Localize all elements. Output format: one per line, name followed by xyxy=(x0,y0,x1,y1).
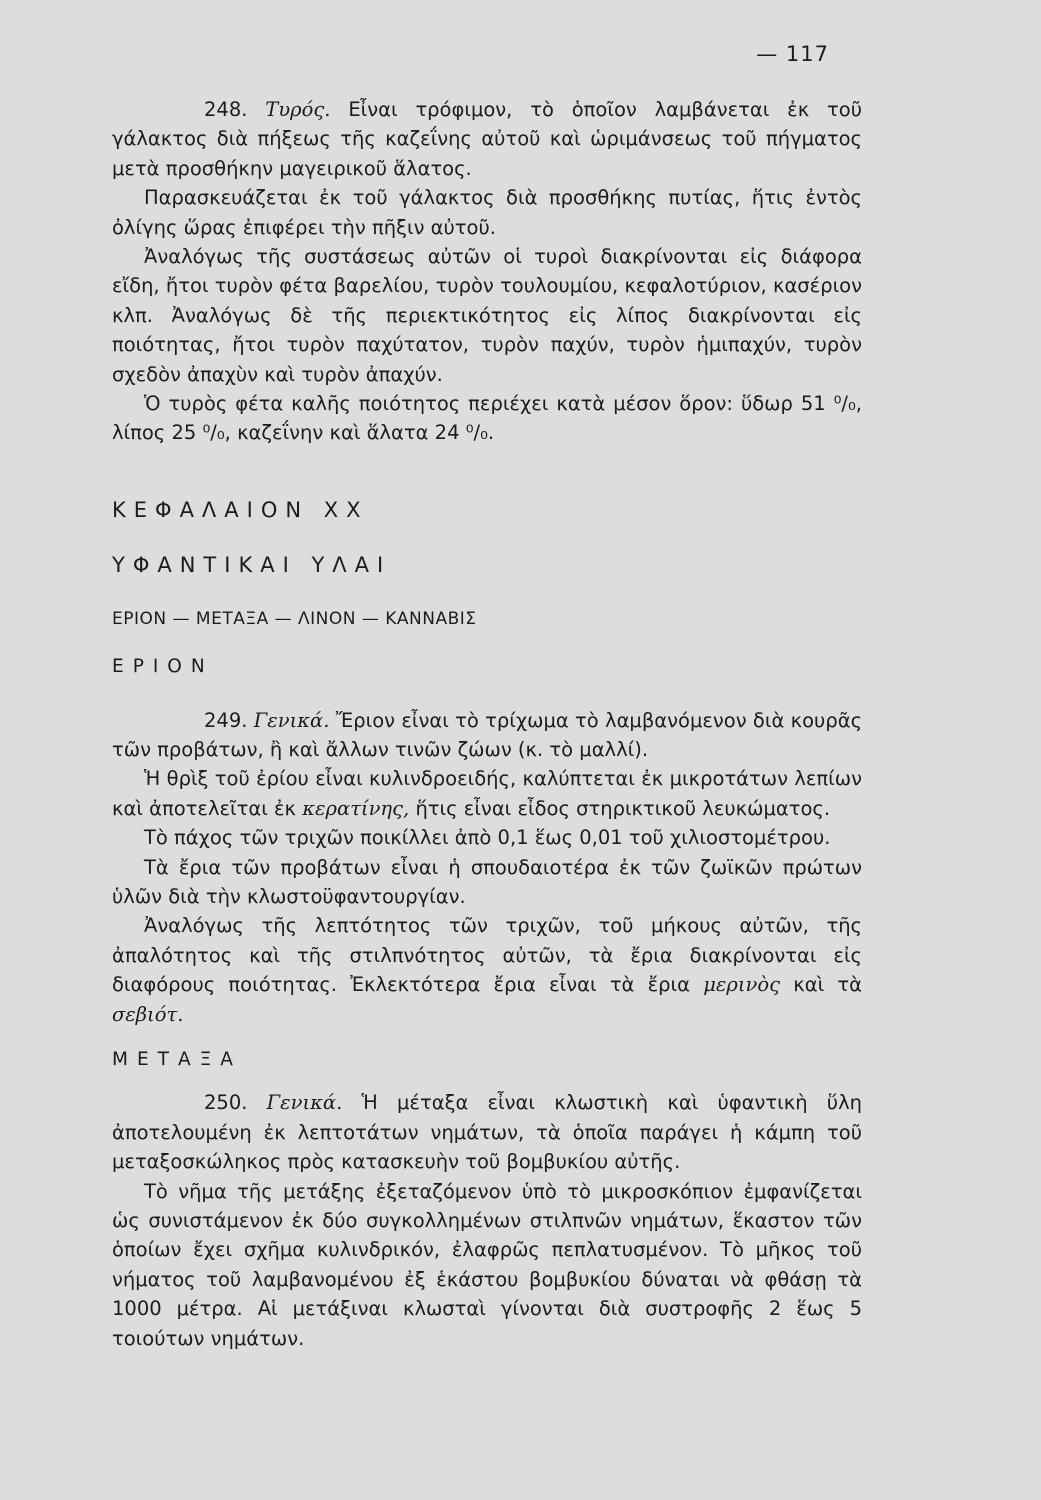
art249-text-2b: ἥτις εἶναι εἶδος στηρικτικοῦ λευκώματος. xyxy=(415,796,831,820)
art249-seviot: σεβιότ. xyxy=(112,1002,184,1026)
art249-text-5a: Ἀναλόγως τῆς λεπτότητος τῶν τριχῶν, τοῦ μήκους αὐτῶν, τῆς ἀπαλότητος καὶ τῆς στιλπνότητος αὐτῶν, τὰ ἔρια διακρίνονται εἰς διαφόρους ποιότητας. Ἐκλεκτότερα ἔρια εἶναι τὰ ἔρια xyxy=(112,914,862,997)
art249-merinos: μερινὸς xyxy=(703,973,781,997)
page-number: — 117 xyxy=(756,42,829,66)
art248-para-2: Παρασκευάζεται ἐκ τοῦ γάλακτος διὰ προσθήκης πυτίας, ἥτις ἐντὸς ὀλίγης ὥρας ἐπιφέρει τὴν πῆξιν αὐτοῦ. xyxy=(112,186,862,239)
art249-para-3: Τὸ πάχος τῶν τριχῶν ποικίλλει ἀπὸ 0,1 ἕως 0,01 τοῦ χιλιοστομέτρου. xyxy=(144,826,831,850)
art249-para-5 xyxy=(112,911,862,1029)
section-heading-metaxa: ΜΕΤΑΞΑ xyxy=(112,1048,242,1070)
art250-para-1 xyxy=(112,1088,862,1176)
art249-text-5b: καὶ τὰ xyxy=(793,973,863,997)
art250-text-1: Ἡ μέταξα εἶναι κλωστικὴ καὶ ὑφαντικὴ ὕλη ἀποτελουμένη ἐκ λεπτοτάτων νημάτων, τὰ ὁποῖα παράγει ἡ κάμπη τοῦ μεταξοσκώληκος πρὸς κατασκευὴν τοῦ βομβυκίου αὐτῆς. xyxy=(112,1091,862,1174)
art250-para-2: Τὸ νῆμα τῆς μετάξης ἐξεταζόμενον ὑπὸ τὸ μικροσκόπιον ἐμφανίζεται ὡς συνιστάμενον ἐκ δύο συγκολλημένων στιλπνῶν νημάτων, ἕκαστον τῶν ὁποίων ἔχει σχῆμα κυλινδρικόν, ἐλαφρῶς πεπλατυσμένον. Τὸ μῆκος τοῦ νήματος τοῦ λαμβανομένου ἐξ ἑκάστου βομβυκίου δύναται νὰ φθάσῃ τὰ 1000 μέτρα. Αἱ μετάξιναι κλωσταὶ γίνονται διὰ συστροφῆς 2 ἕως 5 τοιούτων νημάτων. xyxy=(112,1179,862,1350)
art248-number: 248. xyxy=(204,98,248,121)
chapter-label: ΚΕΦΑΛΑΙΟΝ XX xyxy=(112,497,369,522)
art248-para-1 xyxy=(112,95,862,183)
art249-text-2a: Ἡ θρὶξ τοῦ ἐρίου εἶναι κυλινδροειδής, καλύπτεται ἐκ μικροτάτων λεπίων καὶ ἀποτελεῖται ἐκ xyxy=(112,767,862,820)
art249-para-2 xyxy=(112,764,862,823)
art249-number: 249. xyxy=(204,708,248,732)
art249-text-1: Ἔριον εἶναι τὸ τρίχωμα τὸ λαμβανόμενον διὰ κουρᾶς τῶν προβάτων, ἢ καὶ ἄλλων τινῶν ζώων (κ. τὸ μαλλί). xyxy=(112,708,863,761)
art249-keratin: κερατίνης, xyxy=(302,796,410,820)
art248-para-4: Ὁ τυρὸς φέτα καλῆς ποιότητος περιέχει κατὰ μέσον ὅρον: ὕδωρ 51 ⁰/₀, λίπος 25 ⁰/₀, καζεΐνην καὶ ἅλατα 24 ⁰/₀. xyxy=(112,392,862,445)
art250-title: Γενικά. xyxy=(266,1091,343,1115)
section-heading-erion: ΕΡΙΟΝ xyxy=(112,656,214,678)
chapter-title: ΥΦΑΝΤΙΚΑΙ ΥΛΑΙ xyxy=(112,553,392,578)
art249-para-4: Τὰ ἔρια τῶν προβάτων εἶναι ἡ σπουδαιοτέρα ἐκ τῶν ζωϊκῶν πρώτων ὑλῶν διὰ τὴν κλωστοϋφαντουργίαν. xyxy=(112,855,862,908)
art249-para-1 xyxy=(112,706,862,765)
art248-para-3: Ἀναλόγως τῆς συστάσεως αὐτῶν οἱ τυροὶ διακρίνονται εἰς διάφορα εἴδη, ἤτοι τυρὸν φέτα βαρελίου, τυρὸν τουλουμίου, κεφαλοτύριον, κασέριον κλπ. Ἀναλόγως δὲ τῆς περιεκτικότητος εἰς λίπος διακρίνονται εἰς ποιότητας, ἤτοι τυρὸν παχύτατον, τυρὸν παχύν, τυρὸν ἡμιπαχύν, τυρὸν σχεδὸν ἀπαχὺν καὶ τυρὸν ἀπαχύν. xyxy=(112,245,862,386)
art248-text-1: Εἶναι τρόφιμον, τὸ ὁποῖον λαμβάνεται ἐκ τοῦ γάλακτος διὰ πήξεως τῆς καζεΐνης αὐτοῦ καὶ ὡριμάνσεως τοῦ πήγματος μετὰ προσθήκην μαγειρικοῦ ἅλατος. xyxy=(112,98,863,180)
page-content xyxy=(112,95,862,1353)
art249-title: Γενικά. xyxy=(253,708,330,732)
art250-number: 250. xyxy=(204,1091,248,1115)
art248-title: Τυρός. xyxy=(265,98,331,121)
chapter-subtitle: ΕΡΙΟΝ — ΜΕΤΑΞΑ — ΛΙΝΟΝ — ΚΑΝΝΑΒΙΣ xyxy=(112,608,477,629)
